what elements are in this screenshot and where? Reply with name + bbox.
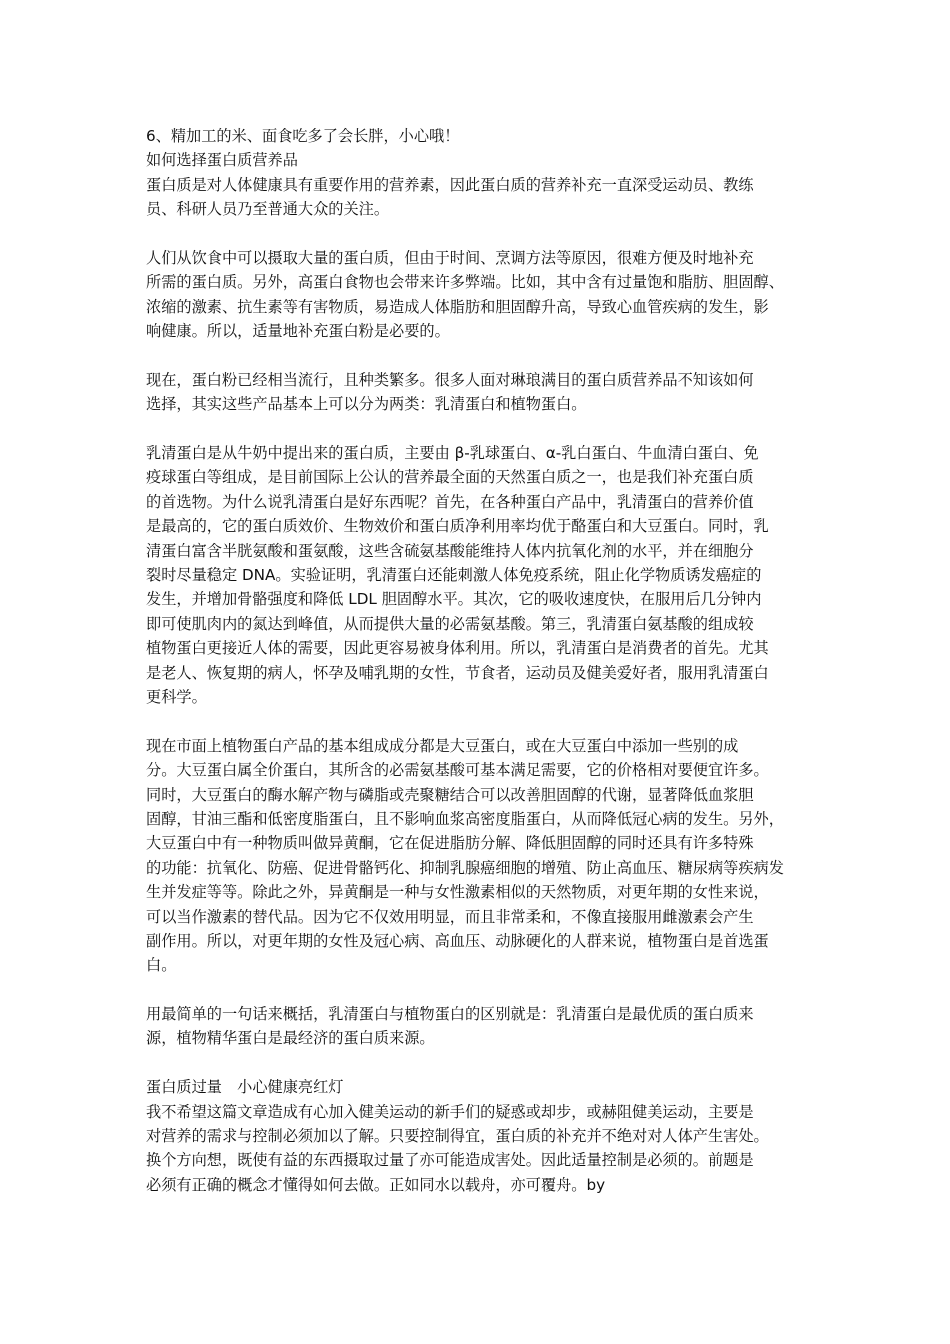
text-line: 现在，蛋白粉已经相当流行，且种类繁多。很多人面对琳琅满目的蛋白质营养品不知该如何 bbox=[146, 370, 754, 389]
paragraph-spacer bbox=[146, 417, 814, 441]
paragraph-spacer bbox=[146, 709, 814, 733]
text-line: 如何选择蛋白质营养品 bbox=[146, 151, 298, 170]
text-line: 即可使肌肉内的氮达到峰值，从而提供大量的必需氨基酸。第三，乳清蛋白氨基酸的组成较 bbox=[146, 614, 754, 633]
text-line: 白。 bbox=[146, 956, 177, 975]
text-line: 生并发症等等。除此之外，异黄酮是一种与女性激素相似的天然物质，对更年期的女性来说， bbox=[146, 883, 769, 902]
text-line: 人们从饮食中可以摄取大量的蛋白质，但由于时间、烹调方法等原因，很难方便及时地补充 bbox=[146, 248, 754, 267]
text-line: 用最简单的一句话来概括，乳清蛋白与植物蛋白的区别就是：乳清蛋白是最优质的蛋白质来 bbox=[146, 1005, 754, 1024]
text-line: 蛋白质是对人体健康具有重要作用的营养素，因此蛋白质的营养补充一直深受运动员、教练 bbox=[146, 175, 754, 194]
text-line: 员、科研人员乃至普通大众的关注。 bbox=[146, 200, 389, 219]
text-line: 浓缩的激素、抗生素等有害物质，易造成人体脂肪和胆固醇升高，导致心血管疾病的发生，影 bbox=[146, 297, 769, 316]
paragraph bbox=[146, 1075, 814, 1099]
text-line: 副作用。所以，对更年期的女性及冠心病、高血压、动脉硬化的人群来说，植物蛋白是首选蛋 bbox=[146, 931, 769, 950]
text-line: 的首选物。为什么说乳清蛋白是好东西呢？首先，在各种蛋白产品中，乳清蛋白的营养价值 bbox=[146, 492, 754, 511]
paragraph bbox=[146, 148, 814, 172]
paragraph bbox=[146, 441, 814, 709]
text-line: 必须有正确的概念才懂得如何去做。正如同水以载舟，亦可覆舟。by bbox=[146, 1175, 606, 1194]
text-line: 植物蛋白更接近人体的需要，因此更容易被身体利用。所以，乳清蛋白是消费者的首先。尤其 bbox=[146, 639, 769, 658]
text-line: 更科学。 bbox=[146, 687, 207, 706]
paragraph bbox=[146, 1002, 814, 1051]
text-line: 裂时尽量稳定 DNA。实验证明，乳清蛋白还能刺激人体免疫系统，阻止化学物质诱发癌症的 bbox=[146, 566, 762, 585]
paragraph bbox=[146, 246, 814, 344]
paragraph bbox=[146, 734, 814, 978]
paragraph-spacer bbox=[146, 344, 814, 368]
paragraph-spacer bbox=[146, 978, 814, 1002]
text-line: 分。大豆蛋白属全价蛋白，其所含的必需氨基酸可基本满足需要，它的价格相对要便宜许多。 bbox=[146, 761, 769, 780]
paragraph-spacer bbox=[146, 222, 814, 246]
text-line: 6、精加工的米、面食吃多了会长胖，小心哦！ bbox=[146, 127, 460, 145]
text-line: 固醇，甘油三酯和低密度脂蛋白，且不影响血浆高密度脂蛋白，从而降低冠心病的发生。另外， bbox=[146, 809, 784, 828]
text-line: 响健康。所以，适量地补充蛋白粉是必要的。 bbox=[146, 322, 450, 341]
text-line: 乳清蛋白是从牛奶中提出来的蛋白质，主要由 β-乳球蛋白、α-乳白蛋白、牛血清白蛋白、免 bbox=[146, 444, 759, 463]
paragraph bbox=[146, 368, 814, 417]
paragraph bbox=[146, 173, 814, 222]
text-line: 源，植物精华蛋白是最经济的蛋白质来源。 bbox=[146, 1029, 435, 1048]
text-line: 的功能：抗氧化、防癌、促进骨骼钙化、抑制乳腺癌细胞的增殖、防止高血压、糖尿病等疾病发 bbox=[146, 858, 784, 877]
paragraph-spacer bbox=[146, 1051, 814, 1075]
text-line: 是老人、恢复期的病人，怀孕及哺乳期的女性，节食者，运动员及健美爱好者，服用乳清蛋白 bbox=[146, 663, 769, 682]
text-line: 发生，并增加骨骼强度和降低 LDL 胆固醇水平。其次，它的吸收速度快，在服用后几分钟内 bbox=[146, 590, 762, 609]
document-body bbox=[146, 124, 814, 1197]
text-line: 我不希望这篇文章造成有心加入健美运动的新手们的疑惑或却步，或赫阻健美运动，主要是 bbox=[146, 1102, 754, 1121]
text-line: 可以当作激素的替代品。因为它不仅效用明显，而且非常柔和，不像直接服用雌激素会产生 bbox=[146, 907, 754, 926]
paragraph bbox=[146, 124, 814, 148]
text-line: 清蛋白富含半胱氨酸和蛋氨酸，这些含硫氨基酸能维持人体内抗氧化剂的水平，并在细胞分 bbox=[146, 541, 754, 560]
text-line: 是最高的，它的蛋白质效价、生物效价和蛋白质净利用率均优于酪蛋白和大豆蛋白。同时，乳 bbox=[146, 517, 769, 536]
text-line: 对营养的需求与控制必须加以了解。只要控制得宜，蛋白质的补充并不绝对对人体产生害处。 bbox=[146, 1127, 769, 1146]
text-line: 蛋白质过量 小心健康亮红灯 bbox=[146, 1078, 344, 1097]
paragraph bbox=[146, 1100, 814, 1198]
text-line: 大豆蛋白中有一种物质叫做异黄酮，它在促进脂肪分解、降低胆固醇的同时还具有许多特殊 bbox=[146, 834, 754, 853]
text-line: 选择，其实这些产品基本上可以分为两类：乳清蛋白和植物蛋白。 bbox=[146, 395, 587, 414]
text-line: 同时，大豆蛋白的酶水解产物与磷脂或壳聚糖结合可以改善胆固醇的代谢，显著降低血浆胆 bbox=[146, 785, 754, 804]
text-line: 所需的蛋白质。另外，高蛋白食物也会带来许多弊端。比如，其中含有过量饱和脂肪、胆固醇、 bbox=[146, 273, 784, 292]
text-line: 现在市面上植物蛋白产品的基本组成成分都是大豆蛋白，或在大豆蛋白中添加一些别的成 bbox=[146, 736, 739, 755]
text-line: 疫球蛋白等组成，是目前国际上公认的营养最全面的天然蛋白质之一，也是我们补充蛋白质 bbox=[146, 468, 754, 487]
text-line: 换个方向想，既使有益的东西摄取过量了亦可能造成害处。因此适量控制是必须的。前题是 bbox=[146, 1151, 754, 1170]
